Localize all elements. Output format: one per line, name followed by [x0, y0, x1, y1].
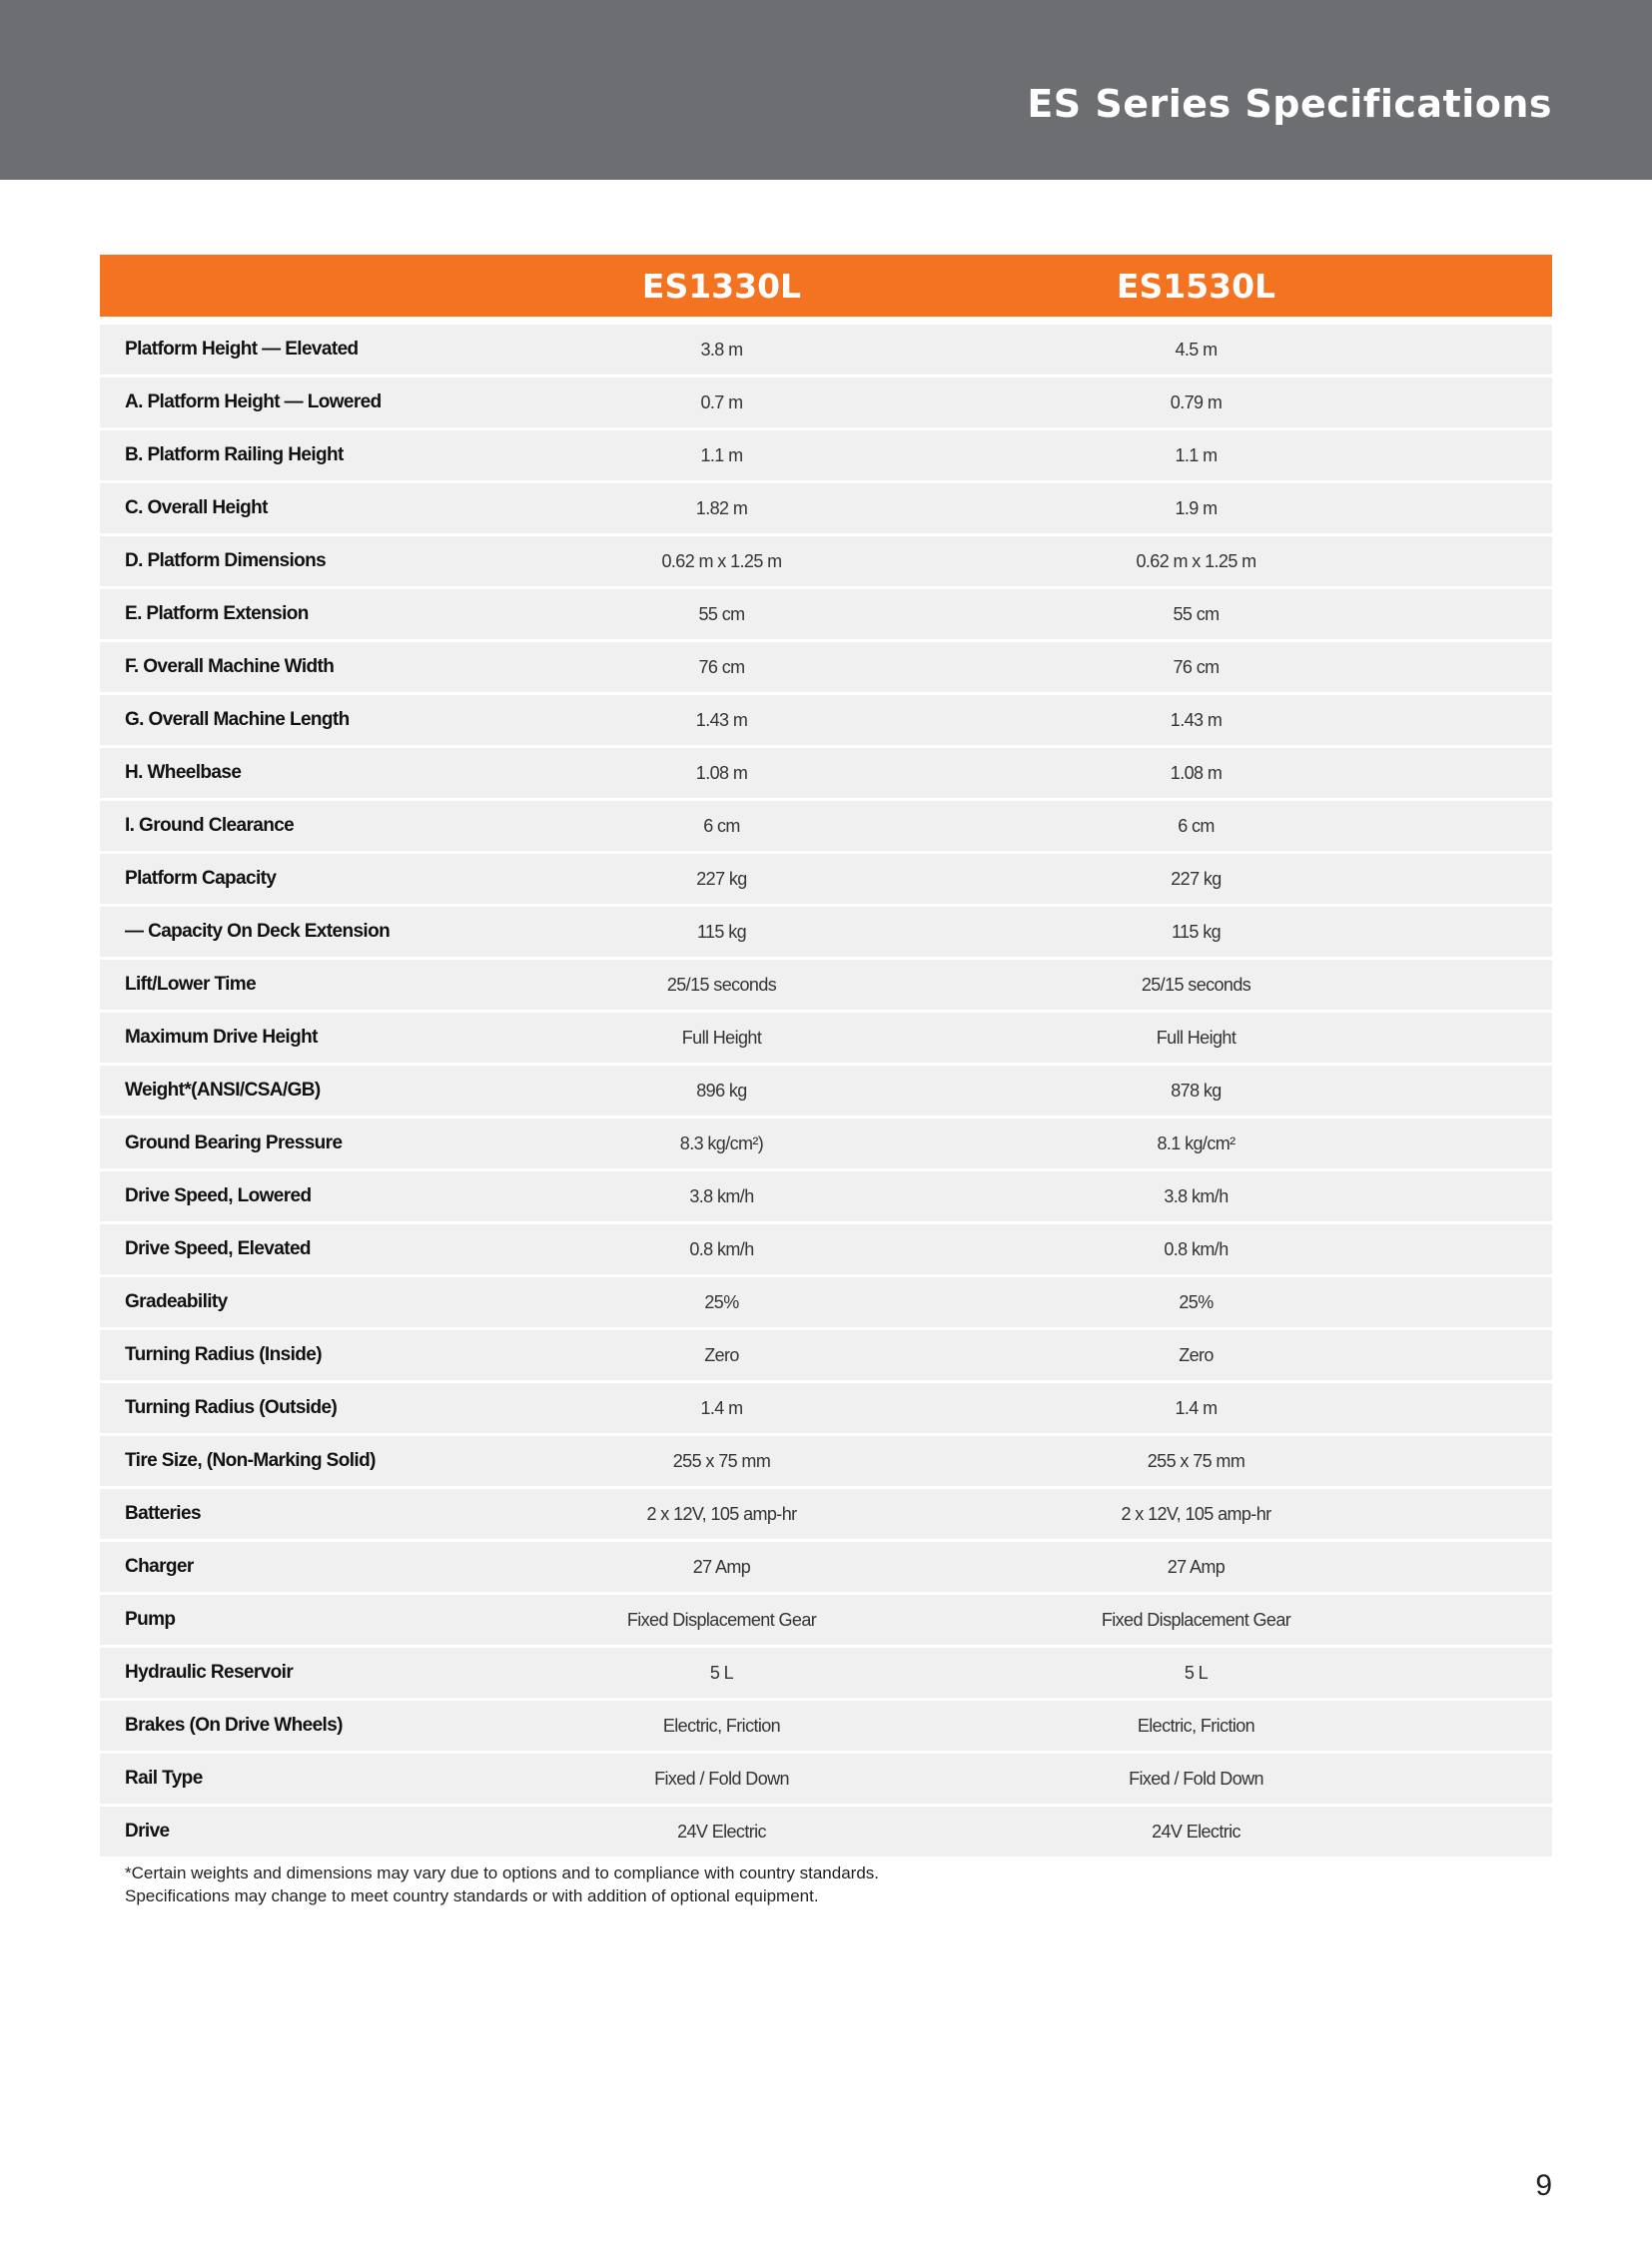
spec-value-es1330l: 0.8 km/h [689, 1239, 754, 1259]
spec-value-es1530l: 25% [1179, 1292, 1214, 1312]
spec-label: Pump [125, 1609, 176, 1630]
table-row [100, 1807, 1552, 1857]
spec-value-es1330l: 55 cm [698, 604, 745, 624]
spec-label: Charger [125, 1556, 194, 1577]
spec-label: Tire Size, (Non-Marking Solid) [125, 1450, 376, 1471]
spec-value-es1330l: 1.43 m [695, 710, 748, 730]
table-row [100, 1542, 1552, 1592]
table-row [100, 483, 1552, 533]
spec-label: Turning Radius (Outside) [125, 1397, 338, 1418]
spec-value-es1530l: 1.9 m [1175, 498, 1218, 518]
table-row [100, 536, 1552, 586]
spec-value-es1530l: 25/15 seconds [1141, 975, 1251, 995]
table-row [100, 1224, 1552, 1274]
spec-label: Platform Capacity [125, 868, 277, 889]
spec-label: Hydraulic Reservoir [125, 1662, 294, 1683]
spec-value-es1530l: Fixed / Fold Down [1129, 1769, 1263, 1789]
spec-label: Ground Bearing Pressure [125, 1132, 343, 1153]
spec-value-es1330l: 0.7 m [700, 392, 743, 412]
table-row [100, 1330, 1552, 1380]
table-row [100, 960, 1552, 1010]
spec-label: B. Platform Railing Height [125, 444, 344, 465]
table-row [100, 430, 1552, 480]
spec-value-es1330l: 0.62 m x 1.25 m [661, 551, 782, 571]
table-row [100, 907, 1552, 957]
spec-value-es1330l: 255 x 75 mm [672, 1451, 771, 1471]
table-row [100, 1595, 1552, 1645]
spec-value-es1530l: 55 cm [1173, 604, 1220, 624]
spec-value-es1330l: 27 Amp [692, 1557, 751, 1577]
spec-value-es1530l: 5 L [1184, 1663, 1209, 1683]
spec-value-es1530l: 27 Amp [1167, 1557, 1226, 1577]
footnote-line-1: *Certain weights and dimensions may vary due to options and to compliance with country standards. [125, 1864, 880, 1882]
spec-value-es1330l: 6 cm [703, 816, 740, 836]
table-row [100, 1383, 1552, 1433]
table-header [100, 255, 1552, 317]
spec-value-es1530l: 1.1 m [1175, 445, 1218, 465]
header-banner [0, 0, 1652, 180]
spec-value-es1330l: 1.1 m [700, 445, 743, 465]
table-row [100, 854, 1552, 904]
spec-label: Platform Height — Elevated [125, 339, 359, 360]
spec-label: Batteries [125, 1503, 201, 1524]
specifications-table [100, 255, 1552, 1860]
spec-value-es1330l: 3.8 km/h [689, 1186, 754, 1206]
spec-value-es1330l: 5 L [709, 1663, 734, 1683]
spec-value-es1330l: 25% [704, 1292, 739, 1312]
spec-value-es1530l: 0.8 km/h [1164, 1239, 1229, 1259]
spec-value-es1530l: 76 cm [1173, 657, 1220, 677]
model-header-es1330l: ES1330L [641, 267, 802, 306]
spec-value-es1530l: 3.8 km/h [1164, 1186, 1229, 1206]
spec-value-es1330l: 76 cm [698, 657, 745, 677]
table-row [100, 325, 1552, 374]
spec-label: A. Platform Height — Lowered [125, 391, 382, 412]
spec-value-es1330l: Electric, Friction [662, 1716, 781, 1736]
spec-label: I. Ground Clearance [125, 815, 295, 836]
spec-value-es1530l: 115 kg [1171, 922, 1222, 942]
spec-value-es1530l: 2 x 12V, 105 amp-hr [1121, 1504, 1271, 1524]
spec-value-es1530l: Zero [1179, 1345, 1214, 1365]
spec-label: G. Overall Machine Length [125, 709, 350, 730]
spec-value-es1530l: 1.43 m [1170, 710, 1223, 730]
table-row [100, 801, 1552, 851]
table-row [100, 748, 1552, 798]
spec-value-es1330l: 227 kg [696, 869, 747, 889]
table-row [100, 1436, 1552, 1486]
spec-value-es1330l: 896 kg [696, 1081, 747, 1101]
spec-label: Drive Speed, Lowered [125, 1185, 312, 1206]
table-row [100, 1171, 1552, 1221]
spec-value-es1530l: 4.5 m [1175, 340, 1218, 360]
spec-label: D. Platform Dimensions [125, 550, 327, 571]
footnote-line-2: Specifications may change to meet country standards or with addition of optional equipment. [125, 1886, 819, 1905]
spec-label: Lift/Lower Time [125, 974, 257, 995]
spec-value-es1530l: 0.79 m [1170, 392, 1223, 412]
spec-label: Drive [125, 1821, 170, 1842]
spec-value-es1530l: 227 kg [1171, 869, 1222, 889]
page-title: ES Series Specifications [1027, 82, 1552, 126]
spec-value-es1530l: 24V Electric [1152, 1822, 1240, 1842]
table-row [100, 1119, 1552, 1168]
table-row [100, 1701, 1552, 1751]
spec-label: Turning Radius (Inside) [125, 1344, 322, 1365]
table-row [100, 1066, 1552, 1116]
table-row [100, 1277, 1552, 1327]
spec-value-es1330l: 25/15 seconds [666, 975, 777, 995]
table-row [100, 642, 1552, 692]
table-row [100, 377, 1552, 427]
spec-value-es1530l: 1.4 m [1175, 1398, 1218, 1418]
spec-label: F. Overall Machine Width [125, 656, 335, 677]
spec-label: Rail Type [125, 1768, 203, 1789]
spec-label: Brakes (On Drive Wheels) [125, 1715, 343, 1736]
page-number: 9 [1535, 2169, 1552, 2202]
spec-label: Gradeability [125, 1291, 228, 1312]
model-header-es1530l: ES1530L [1116, 267, 1276, 306]
spec-value-es1330l: 115 kg [696, 922, 747, 942]
spec-label: Maximum Drive Height [125, 1027, 318, 1048]
table-row [100, 1648, 1552, 1698]
spec-value-es1530l: 8.1 kg/cm² [1157, 1133, 1236, 1153]
spec-label: — Capacity On Deck Extension [125, 921, 391, 942]
table-row [100, 1489, 1552, 1539]
table-body [100, 325, 1552, 1857]
spec-value-es1330l: 8.3 kg/cm²) [679, 1133, 764, 1153]
spec-value-es1530l: 878 kg [1171, 1081, 1222, 1101]
table-row [100, 1013, 1552, 1063]
footnote [125, 1862, 879, 1907]
table-row [100, 589, 1552, 639]
spec-value-es1330l: Zero [704, 1345, 739, 1365]
spec-value-es1330l: 3.8 m [700, 340, 743, 360]
spec-value-es1330l: Fixed Displacement Gear [626, 1610, 817, 1630]
spec-value-es1330l: 1.82 m [695, 498, 748, 518]
spec-value-es1530l: Electric, Friction [1137, 1716, 1255, 1736]
spec-value-es1530l: Full Height [1156, 1028, 1237, 1048]
spec-value-es1330l: 1.08 m [695, 763, 748, 783]
spec-value-es1330l: 1.4 m [700, 1398, 743, 1418]
spec-value-es1330l: 24V Electric [677, 1822, 766, 1842]
spec-value-es1330l: Fixed / Fold Down [654, 1769, 789, 1789]
spec-value-es1530l: 0.62 m x 1.25 m [1136, 551, 1256, 571]
table-row [100, 695, 1552, 745]
spec-value-es1530l: 1.08 m [1170, 763, 1223, 783]
spec-value-es1330l: 2 x 12V, 105 amp-hr [646, 1504, 797, 1524]
spec-label: H. Wheelbase [125, 762, 242, 783]
spec-value-es1530l: 6 cm [1178, 816, 1215, 836]
spec-value-es1530l: 255 x 75 mm [1147, 1451, 1245, 1471]
spec-label: C. Overall Height [125, 497, 268, 518]
table-row [100, 1754, 1552, 1804]
spec-label: E. Platform Extension [125, 603, 309, 624]
spec-label: Weight*(ANSI/CSA/GB) [125, 1080, 321, 1101]
spec-value-es1530l: Fixed Displacement Gear [1101, 1610, 1291, 1630]
spec-value-es1330l: Full Height [681, 1028, 762, 1048]
spec-label: Drive Speed, Elevated [125, 1238, 311, 1259]
